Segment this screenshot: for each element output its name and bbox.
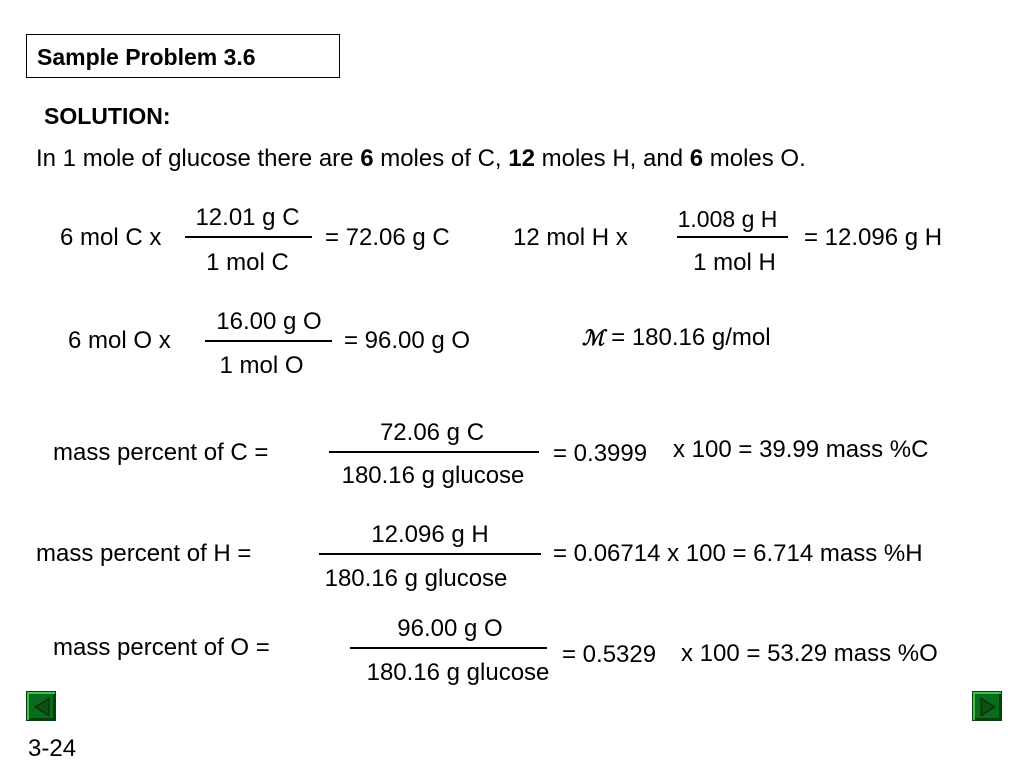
- percent-c-result: = 0.3999: [553, 440, 648, 467]
- title-box: [26, 34, 340, 78]
- percent-o-label: mass percent of O =: [53, 634, 270, 661]
- percent-o-times: x 100 = 53.29 mass %O: [681, 640, 938, 667]
- percent-h-result: = 0.06714 x 100 = 6.714 mass %H: [553, 540, 923, 567]
- oxygen-fraction-bar: [205, 340, 332, 342]
- percent-c-numerator: 72.06 g C: [379, 419, 485, 446]
- percent-h-fraction-bar: [319, 553, 541, 555]
- intro-text-1: In 1 mole of glucose there are: [36, 145, 361, 172]
- percent-c-label: mass percent of C =: [53, 439, 269, 466]
- intro-hydrogen-count: 12: [508, 145, 535, 172]
- hydrogen-numerator: 1.008 g H: [677, 206, 778, 232]
- hydrogen-result: = 12.096 g H: [804, 224, 943, 251]
- previous-slide-button[interactable]: [26, 691, 56, 721]
- intro-text-2: moles of C,: [373, 145, 509, 172]
- slide-number: 3-24: [28, 735, 77, 762]
- percent-c-times: x 100 = 39.99 mass %C: [673, 436, 929, 463]
- oxygen-result: = 96.00 g O: [344, 327, 471, 354]
- percent-c-fraction-bar: [329, 451, 539, 453]
- percent-h-denominator: 180.16 g glucose: [324, 565, 508, 592]
- carbon-denominator: 1 mol C: [206, 249, 289, 276]
- percent-o-denominator: 180.16 g glucose: [366, 659, 550, 686]
- percent-h-numerator: 12.096 g H: [371, 521, 489, 548]
- percent-o-result: = 0.5329: [562, 641, 657, 668]
- percent-o-numerator: 96.00 g O: [397, 615, 503, 642]
- hydrogen-fraction-bar: [677, 236, 788, 238]
- slide-title: Sample Problem 3.6: [37, 44, 256, 70]
- next-arrow-icon: [973, 692, 1003, 722]
- intro-oxygen-count: 6: [689, 145, 704, 172]
- carbon-result: = 72.06 g C: [325, 224, 450, 251]
- previous-arrow-icon: [27, 692, 57, 722]
- molar-mass-equation: [582, 324, 771, 352]
- oxygen-lhs: 6 mol O x: [68, 327, 171, 354]
- intro-text-4: moles O.: [703, 145, 806, 172]
- oxygen-denominator: 1 mol O: [219, 352, 304, 379]
- solution-label: SOLUTION:: [44, 103, 171, 129]
- next-slide-button[interactable]: [972, 691, 1002, 721]
- percent-c-denominator: 180.16 g glucose: [341, 462, 525, 489]
- molar-mass-equals: =: [604, 324, 632, 351]
- molar-mass-value: 180.16 g/mol: [631, 324, 771, 351]
- molar-mass-symbol: ℳ: [582, 325, 605, 350]
- carbon-fraction-bar: [185, 236, 312, 238]
- percent-o-fraction-bar: [350, 647, 547, 649]
- percent-h-label: mass percent of H =: [36, 540, 252, 567]
- intro-carbon-count: 6: [360, 145, 374, 172]
- intro-sentence: [36, 145, 806, 173]
- intro-text-3: moles H, and: [534, 145, 690, 172]
- hydrogen-denominator: 1 mol H: [693, 249, 776, 276]
- oxygen-numerator: 16.00 g O: [216, 308, 322, 335]
- carbon-lhs: 6 mol C x: [60, 224, 162, 251]
- hydrogen-lhs: 12 mol H x: [513, 224, 628, 251]
- carbon-numerator: 12.01 g C: [195, 204, 300, 231]
